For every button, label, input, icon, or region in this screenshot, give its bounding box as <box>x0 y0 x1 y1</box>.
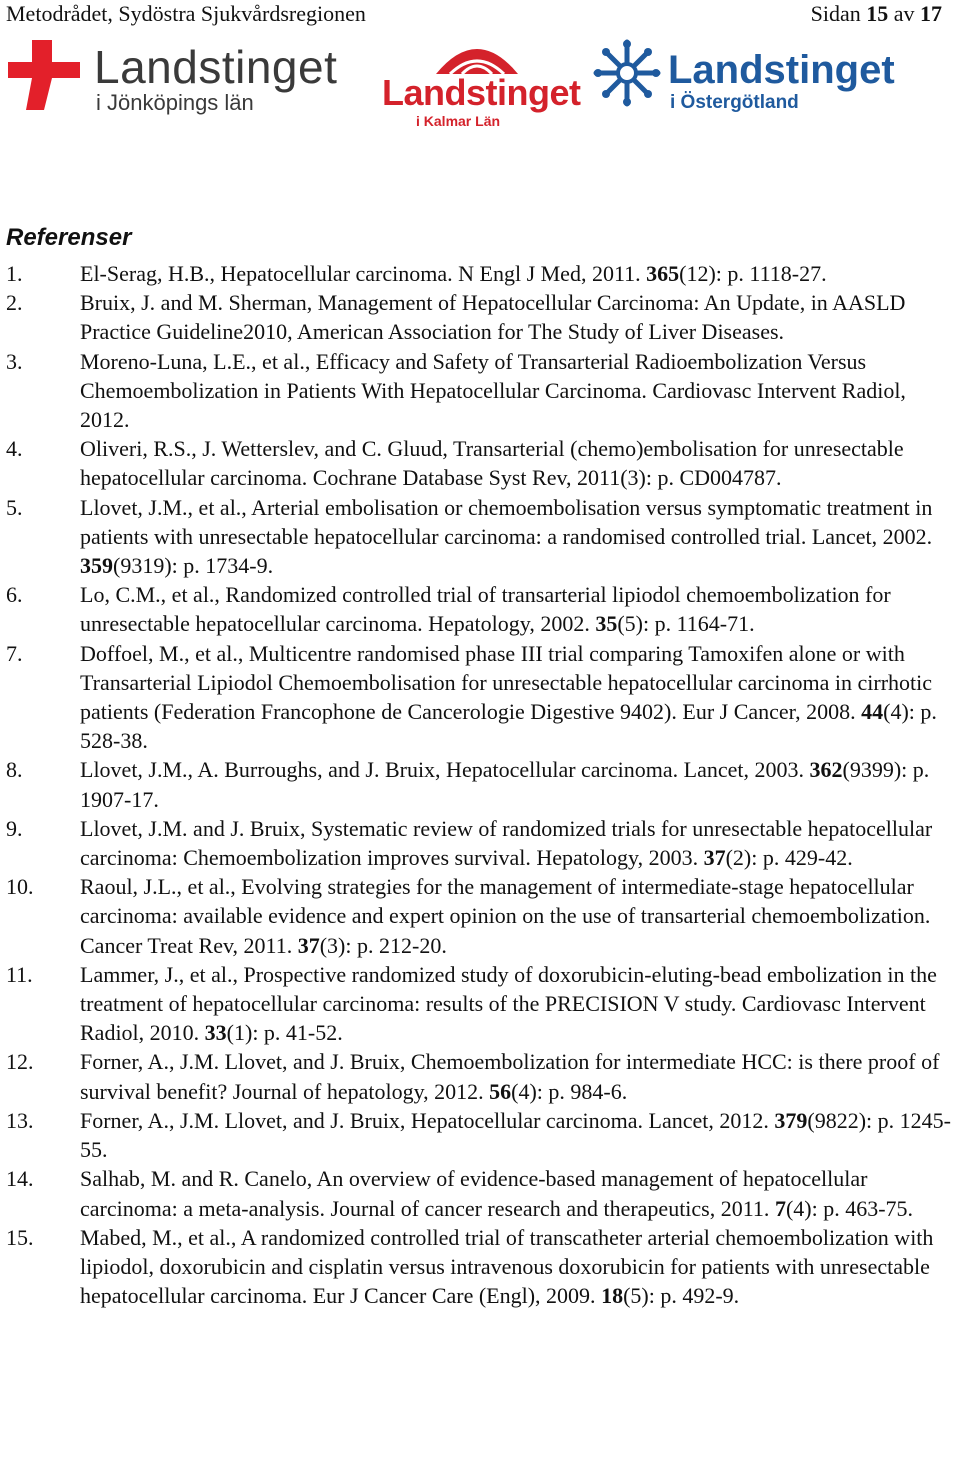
reference-volume: 35 <box>595 611 618 637</box>
reference-pages: (12): p. 1118-27. <box>679 261 827 286</box>
reference-number: 8. <box>6 757 23 783</box>
reference-volume: 362 <box>809 757 843 783</box>
reference-pages: (9822): p. 1245-55. <box>80 1107 951 1163</box>
reference-item <box>6 347 956 435</box>
reference-number: 6. <box>6 582 23 608</box>
logo-subtitle: i Kalmar Län <box>416 113 501 129</box>
reference-citation: Llovet, J.M. and J. Bruix, Systematic review of randomized trials for unresectable hepatocellular carcinoma: Chemoembolization improves survival. Hepatology, 2003. <box>80 815 933 871</box>
logo-title: Landstinget <box>94 41 338 93</box>
reference-citation: Llovet, J.M., et al., Arterial embolisation or chemoembolisation versus symptomatic treatment in patients with unresectable hepatocellular carcinoma: a randomised controlled trial. Lancet, 2002. <box>80 494 933 549</box>
reference-item <box>6 814 956 872</box>
reference-pages: (5): p. 1164-71. <box>617 611 755 637</box>
reference-number: 12. <box>6 1049 34 1075</box>
reference-text <box>80 493 956 581</box>
reference-pages: (9399): p. 1907-17. <box>80 757 930 812</box>
reference-citation: Oliveri, R.S., J. Wetterslev, and C. Gluud, Transarterial (chemo)embolisation for unresectable hepatocellular carcinoma. Cochrane Database Syst Rev, 2011(3): p. CD004787. <box>80 436 904 491</box>
reference-citation: Moreno-Luna, L.E., et al., Efficacy and Safety of Transarterial Radioembolization Versus Chemoembolization in Patients With Hepatocellular Carcinoma. Cardiovasc Intervent Radiol, 2012. <box>80 348 906 433</box>
reference-volume: 33 <box>204 1020 227 1046</box>
reference-text <box>80 1164 956 1222</box>
reference-item <box>6 580 956 638</box>
reference-volume: 18 <box>601 1283 624 1309</box>
reference-volume: 37 <box>703 845 726 871</box>
reference-number: 4. <box>6 436 23 462</box>
reference-text <box>80 288 956 346</box>
crown-icon <box>432 36 522 76</box>
reference-number: 14. <box>6 1166 34 1192</box>
reference-number: 9. <box>6 815 23 841</box>
reference-citation: Forner, A., J.M. Llovet, and J. Bruix, Chemoembolization for intermediate HCC: is there proof of survival benefit? Journal of hepatology, 2012. <box>80 1049 940 1104</box>
reference-pages: (9319): p. 1734-9. <box>113 553 274 579</box>
reference-item <box>6 872 956 960</box>
reference-item <box>6 1164 956 1222</box>
document-source: Metodrådet, Sydöstra Sjukvårdsregionen <box>6 1 366 26</box>
reference-citation: Lo, C.M., et al., Randomized controlled trial of transarterial lipiodol chemoembolization for unresectable hepatocellular carcinoma. Hepatology, 2002. <box>80 582 891 637</box>
reference-citation: El-Serag, H.B., Hepatocellular carcinoma. N Engl J Med, 2011. <box>80 261 647 286</box>
reference-item <box>6 259 956 288</box>
reference-volume: 379 <box>774 1107 808 1133</box>
reference-pages: (4): p. 528-38. <box>80 699 937 754</box>
reference-pages: (4): p. 984-6. <box>511 1078 628 1104</box>
logo-ostergotland <box>590 34 920 118</box>
snowflake-icon <box>592 38 662 108</box>
reference-item <box>6 639 956 756</box>
reference-citation: Doffoel, M., et al., Multicentre randomised phase III trial comparing Tamoxifen alone or with Transarterial Lipiodol Chemoembolisation for unresectable hepatocellular carcinoma in cirrhotic patients (Federation Francophone de Cancerologie Digestive 9402). Eur J Cancer, 2008. <box>80 640 933 725</box>
logo-strip <box>0 34 960 129</box>
reference-item <box>6 1223 956 1311</box>
reference-text <box>80 755 956 813</box>
reference-text <box>80 814 956 872</box>
reference-volume: 37 <box>297 932 320 958</box>
reference-number: 10. <box>6 874 34 900</box>
reference-text <box>80 1106 956 1164</box>
reference-text <box>80 872 956 960</box>
reference-number: 2. <box>6 290 23 316</box>
logo-jonkoping <box>0 34 340 118</box>
logo-kalmar <box>370 34 581 129</box>
reference-text <box>80 347 956 435</box>
reference-citation: Salhab, M. and R. Canelo, An overview of evidence-based management of hepatocellular carcinoma: a meta-analysis. Journal of cancer research and therapeutics, 2011. <box>80 1166 868 1221</box>
reference-citation: Mabed, M., et al., A randomized controlled trial of transcatheter arterial chemoembolization with lipiodol, doxorubicin and cisplatin versus intravenous doxorubicin for patients with unresectable hepatocellular carcinoma. Eur J Cancer Care (Engl), 2009. <box>80 1224 934 1309</box>
reference-number: 5. <box>6 494 23 520</box>
page-header <box>6 0 942 28</box>
reference-number: 3. <box>6 348 23 374</box>
reference-volume: 365 <box>646 261 680 286</box>
reference-text <box>80 434 956 492</box>
reference-text <box>80 1047 956 1105</box>
reference-number: 1. <box>6 261 23 286</box>
reference-volume: 56 <box>489 1078 512 1104</box>
reference-volume: 7 <box>774 1195 786 1221</box>
reference-item <box>6 434 956 492</box>
reference-text <box>80 960 956 1048</box>
section-title: Referenser <box>6 224 132 251</box>
logo-title: Landstinget <box>668 48 895 92</box>
reference-citation: Bruix, J. and M. Sherman, Management of Hepatocellular Carcinoma: An Update, in AASLD Practice Guideline2010, American Association for The Study of Liver Diseases. <box>80 290 906 345</box>
reference-citation: Lammer, J., et al., Prospective randomized study of doxorubicin-eluting-bead embolization in the treatment of hepatocellular carcinoma: results of the PRECISION V study. Cardiovasc Intervent Radiol, 2010. <box>80 961 937 1046</box>
reference-citation: Llovet, J.M., A. Burroughs, and J. Bruix, Hepatocellular carcinoma. Lancet, 2003. <box>80 757 810 783</box>
logo-subtitle: i Jönköpings län <box>96 90 254 115</box>
reference-item <box>6 755 956 813</box>
reference-item <box>6 288 956 346</box>
reference-number: 7. <box>6 640 23 666</box>
reference-number: 11. <box>6 961 33 987</box>
logo-subtitle: i Östergötland <box>670 92 799 113</box>
reference-item <box>6 493 956 581</box>
reference-pages: (4): p. 463-75. <box>785 1195 914 1221</box>
reference-number: 15. <box>6 1224 34 1250</box>
reference-pages: (3): p. 212-20. <box>319 932 447 958</box>
reference-number: 13. <box>6 1107 34 1133</box>
reference-volume: 44 <box>861 699 884 725</box>
reference-text <box>80 259 956 288</box>
reference-citation: Forner, A., J.M. Llovet, and J. Bruix, Hepatocellular carcinoma. Lancet, 2012. <box>80 1107 775 1133</box>
reference-pages: (5): p. 492-9. <box>623 1283 740 1309</box>
reference-list <box>6 259 956 1310</box>
reference-volume: 359 <box>80 553 113 579</box>
reference-pages: (2): p. 429-42. <box>725 845 853 871</box>
reference-text <box>80 639 956 756</box>
reference-item <box>6 960 956 1048</box>
reference-text <box>80 580 956 638</box>
reference-item <box>6 1106 956 1164</box>
reference-item <box>6 1047 956 1105</box>
reference-pages: (1): p. 41-52. <box>226 1020 343 1046</box>
reference-citation: Raoul, J.L., et al., Evolving strategies for the management of intermediate-stage hepatocellular carcinoma: available evidence and expert opinion on the use of transarterial chemoembolization. Cancer Treat Rev, 2011. <box>80 874 931 958</box>
logo-title: Landstinget <box>382 72 581 113</box>
red-cross-icon <box>2 36 86 120</box>
page-counter: Sidan 15 av 17 <box>810 1 942 26</box>
reference-text <box>80 1223 956 1311</box>
